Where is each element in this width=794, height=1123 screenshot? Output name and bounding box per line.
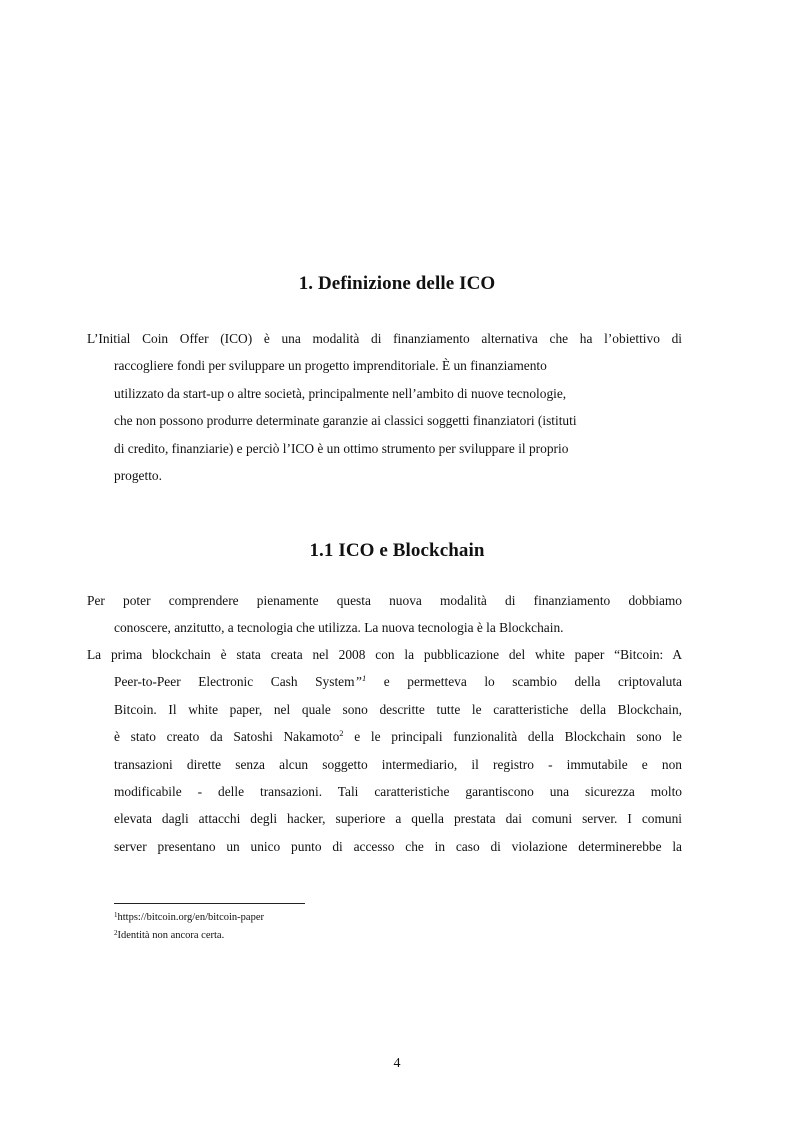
footnote-marker: 2 [114, 929, 118, 937]
paragraph-first-blockchain [87, 641, 682, 860]
closing-quote: ” [354, 674, 362, 690]
footnote-ref-1[interactable]: 1 [362, 673, 367, 684]
footnote-2 [114, 929, 224, 943]
text-line: modificabile - delle transazioni. Tali caratteristiche garantiscono una sicurezza molto [114, 784, 682, 800]
text-line: Bitcoin. Il white paper, nel quale sono descritte tutte le caratteristiche della Blockchain, [114, 701, 682, 717]
text-line: elevata dagli attacchi degli hacker, superiore a quella prestata dai comuni server. I comuni [114, 811, 682, 827]
text-line: L’Initial Coin Offer (ICO) è una modalità di finanziamento alternativa che ha l’obiettivo di [87, 331, 682, 346]
text-line [87, 668, 682, 695]
text-line: utilizzato da start-up o altre società, principalmente nell’ambito di nuove tecnologie, [114, 385, 567, 401]
section-heading-1: 1. Definizione delle ICO [298, 273, 496, 294]
footnote-separator [114, 903, 305, 904]
footnote-ref-2[interactable]: 2 [339, 728, 344, 739]
page-number: 4 [393, 1056, 401, 1071]
footnote-text: Identità non ancora certa. [117, 930, 225, 941]
text-line: progetto. [114, 468, 162, 484]
text-line: di credito, finanziarie) e perciò l’ICO è un ottimo strumento per sviluppare il proprio [114, 440, 569, 456]
text-span: e permetteva lo scambio della criptovaluta [366, 674, 682, 690]
section-heading-1-1: 1.1 ICO e Blockchain [309, 540, 485, 561]
paragraph-blockchain-intro [87, 587, 682, 642]
text-line [87, 723, 682, 750]
text-line: La prima blockchain è stata creata nel 2008 con la pubblicazione del white paper “Bitcoin: A [87, 647, 682, 662]
text-line: che non possono produrre determinate garanzie ai classici soggetti finanziatori (istituti [114, 413, 577, 429]
footnote-1 [114, 911, 264, 925]
text-line: raccogliere fondi per sviluppare un progetto imprenditoriale. È un finanziamento [114, 358, 547, 374]
text-span: Peer-to-Peer Electronic Cash System [114, 674, 355, 690]
paragraph-ico-definition [87, 325, 682, 489]
text-span: e le principali funzionalità della Blockchain sono le [343, 729, 682, 745]
text-span: è stato creato da Satoshi Nakamoto [114, 729, 340, 745]
footnote-link[interactable]: https://bitcoin.org/en/bitcoin-paper [117, 912, 264, 923]
footnote-marker: 1 [114, 911, 118, 919]
text-line: server presentano un unico punto di accesso che in caso di violazione determinerebbe la [114, 838, 682, 854]
text-line: conoscere, anzitutto, a tecnologia che utilizza. La nuova tecnologia è la Blockchain. [114, 620, 564, 636]
text-line: transazioni dirette senza alcun soggetto intermediario, il registro - immutabile e non [114, 756, 682, 772]
text-line: Per poter comprendere pienamente questa nuova modalità di finanziamento dobbiamo [87, 593, 682, 608]
